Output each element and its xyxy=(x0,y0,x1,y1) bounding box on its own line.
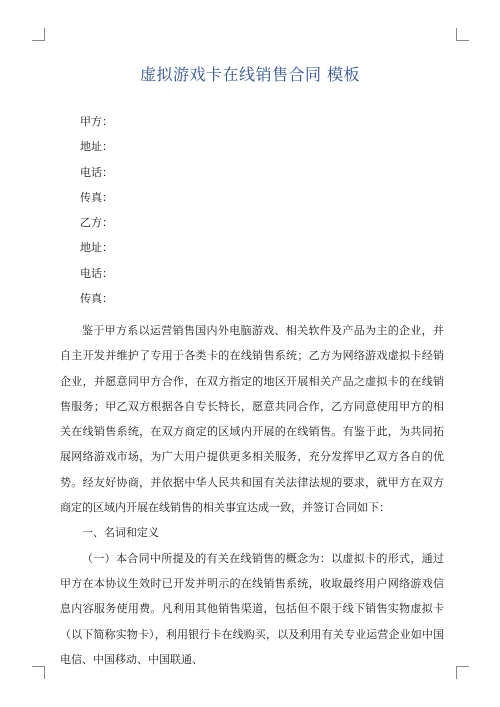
crop-mark-top-left xyxy=(32,28,45,41)
party-b-phone-field: 电话： xyxy=(80,266,113,280)
contract-body xyxy=(60,318,444,672)
section-1-heading: 一、名词和定义 xyxy=(82,526,159,540)
party-info-fields xyxy=(80,114,420,316)
party-b-name-field: 乙方： xyxy=(80,216,113,230)
party-b-fax-field: 传真： xyxy=(80,292,113,306)
party-a-phone-field: 电话： xyxy=(80,165,113,179)
document-title: 虚拟游戏卡在线销售合同 模板 xyxy=(139,65,361,84)
party-a-fax-field: 传真： xyxy=(80,190,113,204)
crop-mark-bottom-right xyxy=(456,666,469,679)
party-b-address-field: 地址： xyxy=(80,241,113,255)
section-1-paragraph-1: （一）本合同中所提及的有关在线销售的概念为：以虚拟卡的形式，通过甲方在本协议生效时已开发并明示的在线销售系统，收取最终用户网络游戏信息内容服务使用费。凡利用其他销售渠道，包括但不限于线下销售实物虚拟卡（以下简称实物卡），利用银行卡在线购买，以及利用有关专业运营企业如中国电信、中国移动、中国联通、 xyxy=(60,551,444,666)
party-a-name-field: 甲方： xyxy=(80,115,113,128)
crop-mark-top-right xyxy=(456,28,469,41)
crop-mark-bottom-left xyxy=(32,666,45,679)
preamble-paragraph: 鉴于甲方系以运营销售国内外电脑游戏、相关软件及产品为主的企业，并自主开发并维护了专用于各类卡的在线销售系统；乙方为网络游戏虚拟卡经销企业，并愿意同甲方合作，在双方指定的地区开展相关产品之虚拟卡的在线销售服务；甲乙双方根据各自专长特长，愿意共同合作，乙方同意使用甲方的相关在线销售系统，在双方商定的区域内开展的在线销售。有鉴于此，为共同拓展网络游戏市场，为广大用户提供更多相关服务，充分发挥甲乙双方各自的优势。经友好协商，并依据中华人民共和国有关法律法规的要求，就甲方在双方商定的区域内开展在线销售的相关事宜达成一致，并签订合同如下： xyxy=(60,324,444,515)
party-a-address-field: 地址： xyxy=(80,140,113,154)
